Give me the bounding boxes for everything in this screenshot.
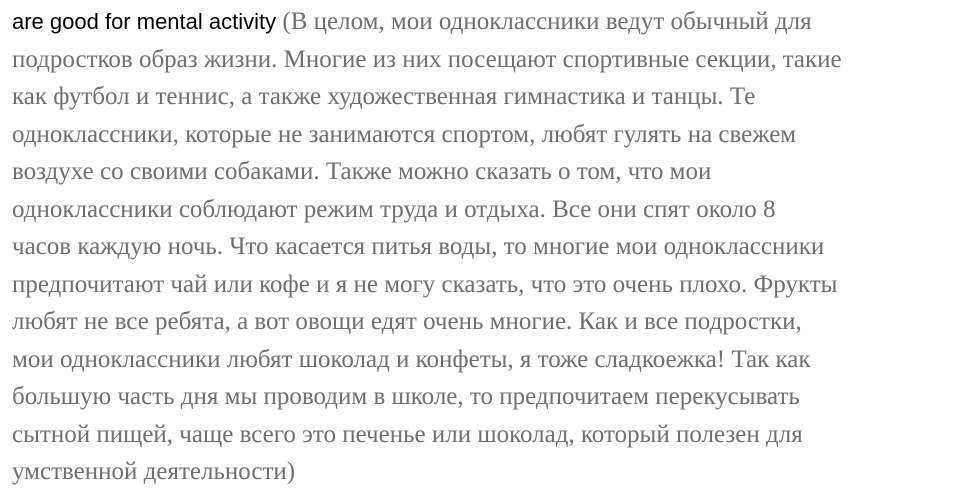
lead-fragment: are good for mental activity: [12, 9, 277, 34]
text-line-5: воздухе со своими собаками. Также можно сказать о том, что мои: [12, 158, 712, 185]
text-line-4: одноклассники, которые не занимаются спортом, любят гулять на свежем: [12, 120, 797, 148]
text-line-9: любят не все ребята, а вот овощи едят очень многие. Как и все подростки,: [12, 308, 802, 335]
text-line-10: мои одноклассники любят шоколад и конфеты, я тоже сладкоежка! Так как: [12, 345, 811, 373]
translation-start: (В целом, мои одноклассники ведут обычный для: [282, 8, 812, 35]
text-line-13: умственной деятельности): [12, 458, 296, 485]
document-text: [12, 3, 952, 491]
text-line-8: предпочитают чай или кофе и я не могу сказать, что это очень плохо. Фрукты: [12, 270, 838, 298]
text-line-1: [12, 3, 952, 41]
text-line-7: часов каждую ночь. Что касается питья воды, то многие мои одноклассники: [12, 233, 825, 260]
text-line-6: одноклассники соблюдают режим труда и отдыха. Все они спят около 8: [12, 195, 776, 223]
text-line-3: как футбол и теннис, а также художественная гимнастика и танцы. Те: [12, 83, 756, 110]
text-line-12: сытной пищей, чаще всего это печенье или шоколад, который полезен для: [12, 420, 803, 448]
text-line-2: подростков образ жизни. Многие из них посещают спортивные секции, такие: [12, 45, 842, 73]
text-line-11: большую часть дня мы проводим в школе, то предпочитаем перекусывать: [12, 383, 800, 410]
